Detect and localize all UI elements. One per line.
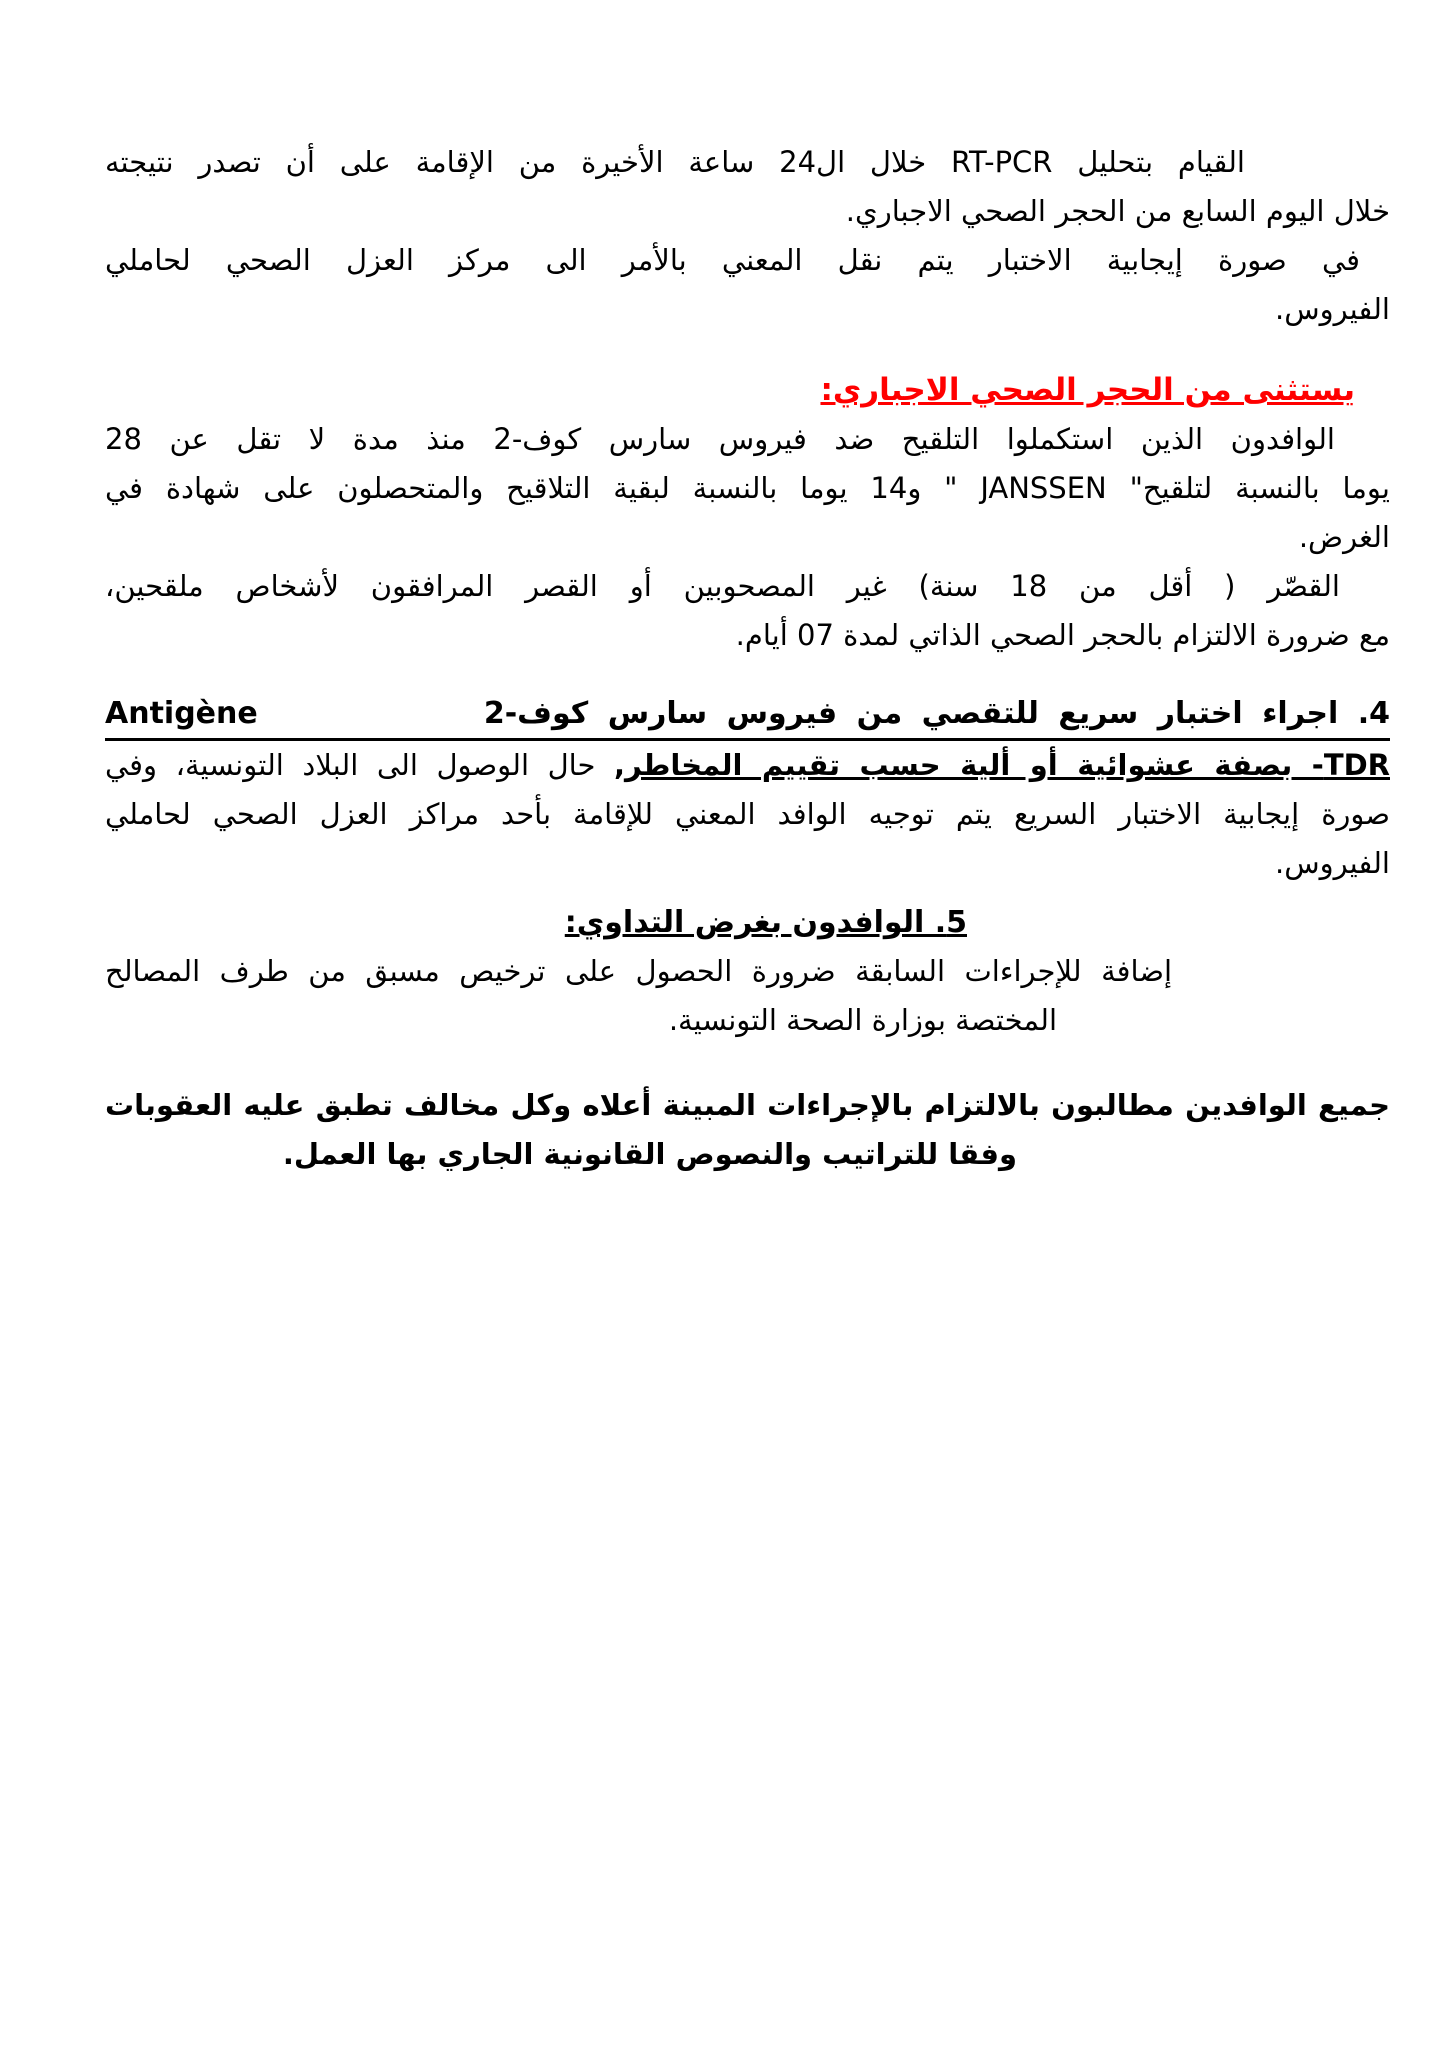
paragraph-rapid-test-line3: صورة إيجابية الاختبار السريع يتم توجيه الوافد المعني للإقامة بأحد مراكز العزل الصحي لحاملي bbox=[105, 797, 1390, 831]
paragraph-minors-line1: القصّر ( أقل من 18 سنة) غير المصحوبين أو القصر المرافقون لأشخاص ملقحين، bbox=[105, 569, 1340, 603]
paragraph-rapid-test-line2 bbox=[105, 741, 1390, 790]
tdr-bold-segment: TDR- بصفة عشوائية أو ألية حسب تقييم المخاطر, bbox=[614, 748, 1390, 782]
paragraph-vaccinated-line3: الغرض. bbox=[1298, 520, 1390, 554]
paragraph-rapid-test bbox=[105, 741, 1390, 888]
closing-statement bbox=[105, 1081, 1390, 1179]
paragraph-pcr-line1: القيام بتحليل RT-PCR خلال ال24 ساعة الأخيرة من الإقامة على أن تصدر نتيجته bbox=[105, 145, 1245, 179]
closing-statement-line1: جميع الوافدين مطالبون بالالتزام بالإجراءات المبينة أعلاه وكل مخالف تطبق عليه العقوبات bbox=[105, 1088, 1390, 1122]
paragraph-pcr-line4: الفيروس. bbox=[1275, 292, 1390, 326]
tdr-regular-segment: حال الوصول الى البلاد التونسية، وفي bbox=[105, 748, 596, 782]
closing-statement-line2: وفقا للتراتيب والنصوص القانونية الجاري بها العمل. bbox=[282, 1137, 1017, 1171]
paragraph-pcr-line2: خلال اليوم السابع من الحجر الصحي الاجباري. bbox=[845, 194, 1390, 228]
item4-heading-arabic: 4. اجراء اختبار سريع للتقصي من فيروس سارس كوف-2 bbox=[483, 696, 1390, 731]
paragraph-vaccinated-line2: يوما بالنسبة لتلقيح" JANSSEN " و14 يوما بالنسبة لبقية التلاقيح والمتحصلون على شهادة في bbox=[105, 471, 1390, 505]
item5-heading: 5. الوافدون بغرض التداوي: bbox=[564, 905, 967, 940]
paragraph-pcr bbox=[105, 138, 1390, 334]
paragraph-treatment-line1: إضافة للإجراءات السابقة ضرورة الحصول على ترخيص مسبق من طرف المصالح bbox=[105, 954, 1172, 988]
paragraph-minors bbox=[105, 562, 1390, 660]
item4-heading bbox=[105, 692, 1390, 741]
paragraph-rapid-test-line4: الفيروس. bbox=[1275, 846, 1390, 880]
paragraph-treatment-line2: المختصة بوزارة الصحة التونسية. bbox=[668, 1003, 1057, 1037]
paragraph-pcr-line3: في صورة إيجابية الاختبار يتم نقل المعني بالأمر الى مركز العزل الصحي لحاملي bbox=[105, 243, 1360, 277]
paragraph-vaccinated-line1: الوافدون الذين استكملوا التلقيح ضد فيروس سارس كوف-2 منذ مدة لا تقل عن 28 bbox=[105, 422, 1335, 456]
item4-heading-latin: Antigène bbox=[105, 696, 258, 731]
paragraph-minors-line2: مع ضرورة الالتزام بالحجر الصحي الذاتي لمدة 07 أيام. bbox=[735, 618, 1390, 652]
paragraph-treatment bbox=[105, 947, 1390, 1045]
exemption-heading: يستثنى من الحجر الصحي الاجباري: bbox=[820, 372, 1355, 408]
paragraph-vaccinated bbox=[105, 415, 1390, 562]
